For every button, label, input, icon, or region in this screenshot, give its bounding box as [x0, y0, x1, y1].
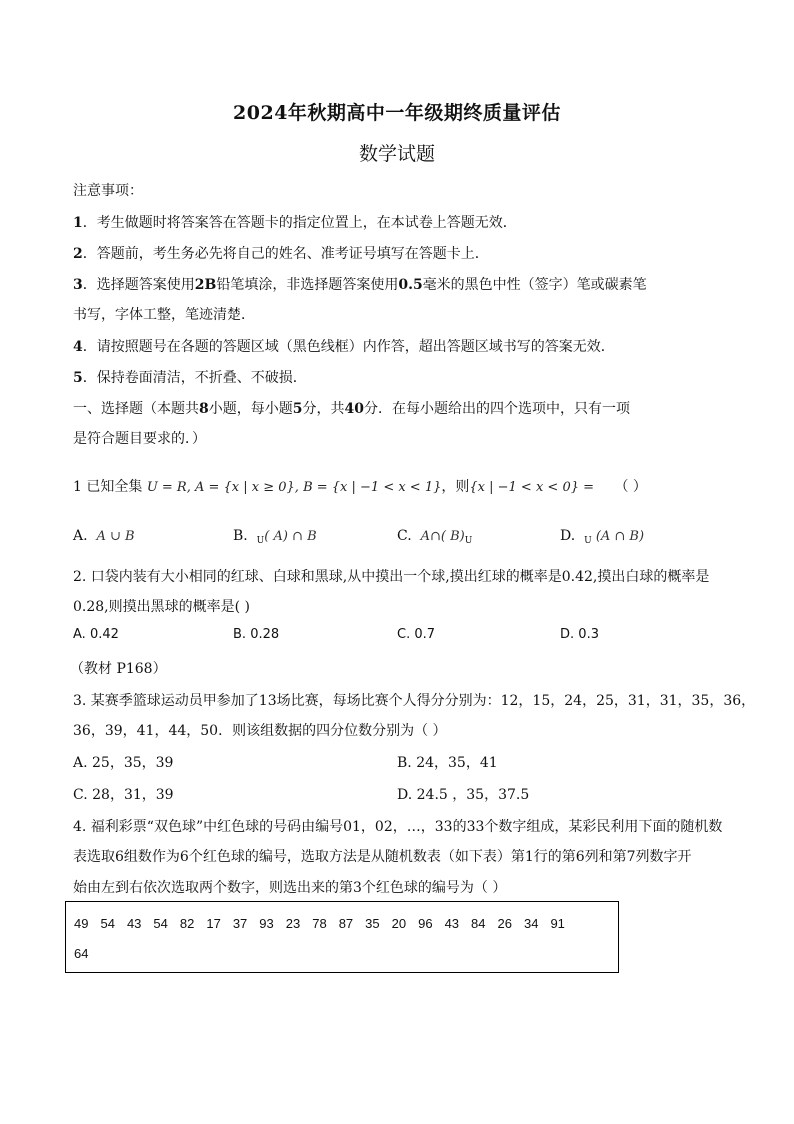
q2-option-c: C. 0.7: [397, 627, 436, 642]
q3-option-c: C. 28，31，39: [73, 787, 174, 803]
notice-item-2: 2．答题前，考生务必先将自己的姓名、准考证号填写在答题卡上．: [73, 246, 489, 262]
q1-option-d: D. $_U$ (A ∩ B): [560, 528, 645, 546]
table-cell: 17: [206, 916, 221, 931]
table-cell: 91: [550, 916, 565, 931]
notice-item-5: 5．保持卷面清洁，不折叠、不破损．: [73, 370, 307, 386]
q1-set-definition: U = R, A = {x | x ≥ 0}, B = {x | −1 < x < 1}: [146, 480, 442, 495]
table-cell: 49: [74, 916, 89, 931]
table-cell: 84: [471, 916, 486, 931]
table-cell: 96: [418, 916, 433, 931]
random-number-table-row-1: [74, 916, 577, 931]
table-cell: 54: [153, 916, 168, 931]
table-cell: 78: [312, 916, 327, 931]
exam-title: 2024年秋期高中一年级期终质量评估: [233, 102, 561, 124]
q2-option-b: B. 0.28: [233, 627, 280, 642]
q2-stem-line-2: 0.28,则摸出黑球的概率是( ): [73, 599, 250, 615]
q4-stem-line-1: 4. 福利彩票“双色球”中红色球的号码由编号01，02，…，33的33个数字组成，某彩民利用下面的随机数: [73, 819, 723, 835]
q1-target-set: {x | −1 < x < 0} =: [469, 480, 595, 495]
q3-option-a: A. 25，35，39: [73, 755, 174, 771]
table-cell: 26: [497, 916, 512, 931]
q3-stem-line-2: 36，39，41，44，50．则该组数据的四分位数分别为（ ）: [73, 723, 447, 739]
table-cell: 54: [100, 916, 115, 931]
q3-stem-line-1: 3. 某赛季篮球运动员甲参加了13场比赛，每场比赛个人得分分别为：12，15，24，25，31，31，35，36，: [73, 693, 756, 709]
table-cell: 23: [285, 916, 301, 931]
q1-option-c: C. A∩( $B)_U$: [397, 528, 473, 546]
q2-textbook-note: （教材 P168）: [70, 661, 167, 677]
random-number-table-row-2: [74, 946, 100, 961]
section1-heading-cont: 是符合题目要求的．）: [73, 431, 206, 447]
table-cell: 20: [391, 916, 407, 931]
q2-option-d: D. 0.3: [560, 627, 599, 642]
notice-heading: 注意事项：: [73, 183, 143, 199]
section1-heading: 一、选择题（本题共8小题，每小题5分，共40分．在每小题给出的四个选项中，只有一项: [73, 401, 630, 417]
q2-stem-line-1: 2. 口袋内装有大小相同的红球、白球和黑球,从中摸出一个球,摸出红球的概率是0.42,摸出白球的概率是: [73, 569, 710, 585]
q4-stem-line-2: 表选取6组数作为6个红色球的编号，选取方法是从随机数表（如下表）第1行的第6列和第7列数字开: [73, 849, 692, 865]
table-cell: 64: [74, 946, 89, 961]
table-cell: 82: [179, 916, 195, 931]
q1-option-b: B. $_U$( A) ∩ B: [233, 528, 317, 546]
table-cell: 37: [232, 916, 248, 931]
table-cell: 43: [444, 916, 460, 931]
table-cell: 35: [365, 916, 380, 931]
table-cell: 34: [523, 916, 539, 931]
table-cell: 43: [126, 916, 142, 931]
table-cell: 93: [259, 916, 274, 931]
q1-option-a: A. A ∪ B: [73, 528, 135, 544]
table-cell: 87: [338, 916, 354, 931]
notice-item-4: 4．请按照题号在各题的答题区域（黑色线框）内作答，超出答题区域书写的答案无效．: [73, 339, 615, 355]
q4-stem-line-3: 始由左到右依次选取两个数字，则选出来的第3个红色球的编号为（ ）: [73, 880, 507, 896]
notice-item-3-cont: 书写，字体工整，笔迹清楚．: [73, 307, 255, 323]
notice-item-1: 1．考生做题时将答案答在答题卡的指定位置上，在本试卷上答题无效．: [73, 215, 517, 231]
q2-option-a: A. 0.42: [73, 627, 119, 642]
exam-subtitle: 数学试题: [358, 143, 435, 165]
q3-option-b: B. 24，35，41: [397, 755, 498, 771]
q3-option-d: D. 24.5 ，35，37.5: [397, 787, 530, 803]
q1-stem: 1 已知全集 U = R, A = {x | x ≥ 0}, B = {x | −1 < x < 1}，则{x | −1 < x < 0} = （ ）: [73, 479, 647, 495]
random-number-table: [65, 901, 619, 973]
notice-item-3: 3．选择题答案使用2B铅笔填涂，非选择题答案使用0.5毫米的黑色中性（签字）笔或碳素笔: [73, 277, 647, 293]
